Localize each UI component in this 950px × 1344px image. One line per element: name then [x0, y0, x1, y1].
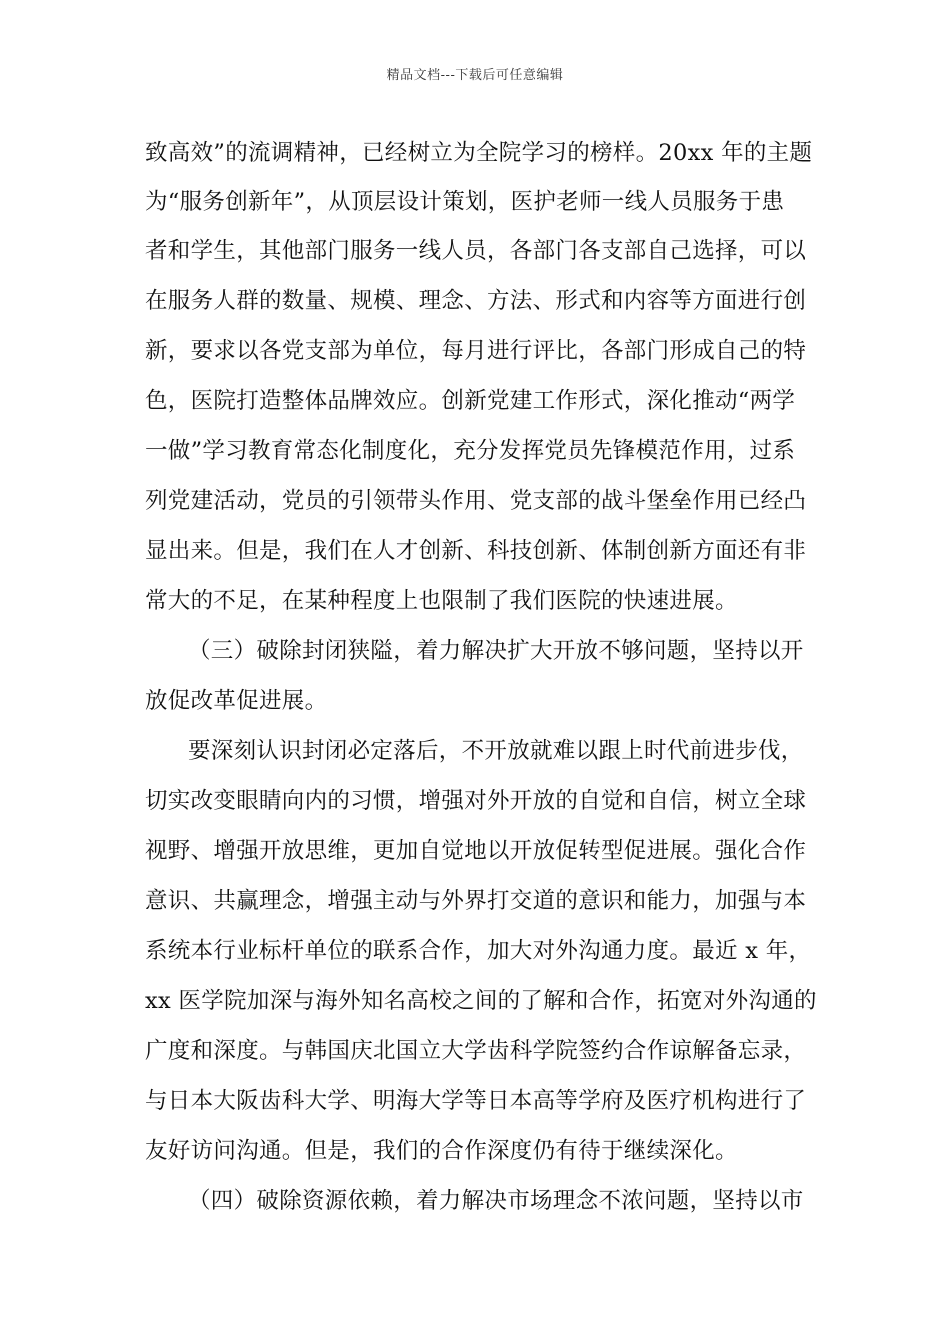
body-line: 常大的不足，在某种程度上也限制了我们医院的快速进展。 [145, 588, 738, 614]
body-line: 为“服务创新年”，从顶层设计策划，医护老师一线人员服务于患 [145, 189, 785, 215]
body-line: xx 医学院加深与海外知名高校之间的了解和合作，拓宽对外沟通的 [145, 988, 817, 1014]
body-line: 者和学生，其他部门服务一线人员，各部门各支部自己选择，可以 [145, 238, 807, 264]
section-heading-3: （三）破除封闭狭隘，着力解决扩大开放不够问题，坚持以开 [188, 638, 804, 664]
body-line: 视野、增强开放思维，更加自觉地以开放促转型促进展。强化合作 [145, 838, 807, 864]
body-line: 致高效”的流调精神，已经树立为全院学习的榜样。20xx 年的主题 [145, 140, 813, 166]
body-line: 一做”学习教育常态化制度化，充分发挥党员先锋模范作用，过系 [145, 438, 796, 464]
section-heading-4: （四）破除资源依赖，着力解决市场理念不浓问题，坚持以市 [188, 1188, 804, 1214]
body-line: 在服务人群的数量、规模、理念、方法、形式和内容等方面进行创 [145, 288, 807, 314]
page-header: 精品文档---下载后可任意编辑 [386, 68, 564, 83]
paragraph-start: 要深刻认识封闭必定落后，不开放就难以跟上时代前进步伐， [188, 738, 804, 764]
body-line: 放促改革促进展。 [145, 688, 328, 714]
body-line: 友好访问沟通。但是，我们的合作深度仍有待于继续深化。 [145, 1138, 738, 1164]
body-line: 列党建活动，党员的引领带头作用、党支部的战斗堡垒作用已经凸 [145, 488, 807, 514]
body-line: 新，要求以各党支部为单位，每月进行评比，各部门形成自己的特 [145, 338, 807, 364]
body-line: 切实改变眼睛向内的习惯，增强对外开放的自觉和自信，树立全球 [145, 788, 807, 814]
body-line: 广度和深度。与韩国庆北国立大学齿科学院签约合作谅解备忘录， [145, 1038, 807, 1064]
body-line: 与日本大阪齿科大学、明海大学等日本高等学府及医疗机构进行了 [145, 1088, 807, 1114]
body-line: 色，医院打造整体品牌效应。创新党建工作形式，深化推动“两学 [145, 388, 796, 414]
body-line: 系统本行业标杆单位的联系合作，加大对外沟通力度。最近 x 年， [145, 938, 812, 964]
body-line: 意识、共赢理念，增强主动与外界打交道的意识和能力，加强与本 [145, 888, 807, 914]
body-line: 显出来。但是，我们在人才创新、科技创新、体制创新方面还有非 [145, 538, 807, 564]
